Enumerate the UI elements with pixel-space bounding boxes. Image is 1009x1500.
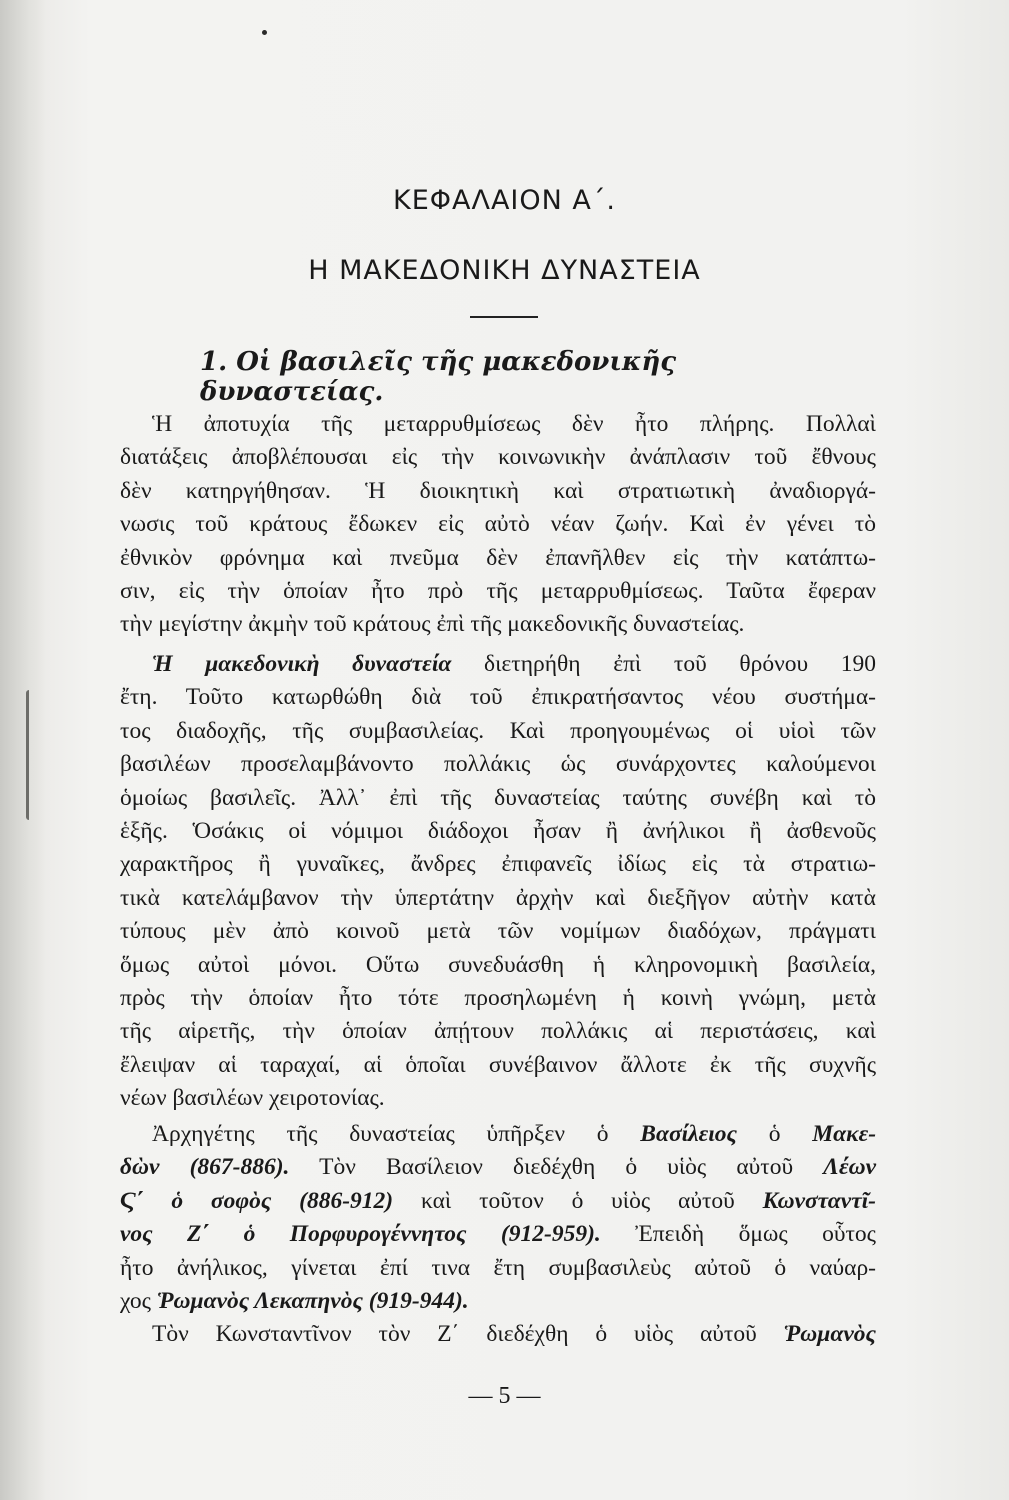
text-line: δὲν κατηργήθησαν. Ἡ διοικητικὴ καὶ στρατιωτικὴ ἀναδιοργά- xyxy=(120,477,876,504)
text-line: νέων βασιλέων χειροτονίας. xyxy=(120,1085,385,1112)
text-line: διατάξεις ἀποβλέπουσαι εἰς τὴν κοινωνικὴν ἀνάπλασιν τοῦ ἔθνους xyxy=(120,444,876,471)
ink-dot xyxy=(262,30,267,35)
text-line: ἔτη. Τοῦτο κατωρθώθη διὰ τοῦ ἐπικρατήσαντος νέου συστήμα- xyxy=(120,684,876,711)
text-line: τῆς αἱρετῆς, τὴν ὁποίαν ἀπῄτουν πολλάκις αἱ περιστάσεις, καὶ xyxy=(120,1018,876,1045)
bold-name: Μακε- xyxy=(812,1121,877,1147)
text-line: ἐθνικὸν φρόνημα καὶ πνεῦμα δὲν ἐπανῆλθεν εἰς τὴν κατάπτω- xyxy=(120,544,876,571)
text-span: ὁ xyxy=(768,1121,781,1147)
paragraph-3 xyxy=(120,1118,876,1318)
paragraph-4 xyxy=(120,1318,876,1351)
text-line xyxy=(120,1218,876,1251)
title-rule xyxy=(470,316,538,318)
text-line xyxy=(120,1285,876,1318)
text-span: καὶ τοῦτον ὁ υἱὸς αὐτοῦ xyxy=(420,1187,735,1214)
chapter-number: ΚΕΦΑΛΑΙΟΝ Α΄. xyxy=(393,185,616,216)
bold-name: Ῥωμανὸς Λεκαπηνὸς (919-944). xyxy=(156,1287,469,1314)
text-line: πρὸς τὴν ὁποίαν ἦτο τότε προσηλωμένη ἡ κοινὴ γνώμη, μετὰ xyxy=(120,984,876,1011)
bold-name: Ῥωμανὸς xyxy=(783,1321,877,1347)
text-line xyxy=(120,1185,876,1218)
text-line: βασιλέων προσελαμβάνοντο πολλάκις ὡς συνάρχοντες καλούμενοι xyxy=(120,751,876,778)
text-line: τὴν μεγίστην ἀκμὴν τοῦ κράτους ἐπὶ τῆς μακεδονικῆς δυναστείας. xyxy=(120,611,745,638)
text-line: ὁμοίως βασιλεῖς. Ἀλλ᾽ ἐπὶ τῆς δυναστείας ταύτης συνέβη καὶ τὸ xyxy=(120,784,876,811)
page-number: — 5 — xyxy=(468,1383,541,1409)
text-span: Τὸν Κωνσταντῖνον τὸν Ζ΄ διεδέχθη ὁ υἱὸς αὐτοῦ xyxy=(152,1321,757,1347)
bold-name: νος Ζ΄ ὁ Πορφυρογέννητος (912-959). xyxy=(120,1221,601,1248)
text-line: Ἡ ἀποτυχία τῆς μεταρρυθμίσεως δὲν ἦτο πλήρης. Πολλαὶ xyxy=(152,411,876,437)
text-line: νωσις τοῦ κράτους ἔδωκεν εἰς αὐτὸ νέαν ζωήν. Καὶ ἐν γένει τὸ xyxy=(120,511,876,538)
text-span: Ἀρχηγέτης τῆς δυναστείας ὑπῆρξεν ὁ xyxy=(152,1121,609,1147)
text-line xyxy=(120,1151,876,1184)
text-line xyxy=(120,1318,876,1351)
section-heading: 1. Οἱ βασιλεῖς τῆς μακεδονικῆς δυναστείας. xyxy=(200,347,677,407)
paragraph-1 xyxy=(120,408,876,642)
text-line: τος διαδοχῆς, τῆς συμβασιλείας. Καὶ προηγουμένως οἱ υἱοὶ τῶν xyxy=(120,717,876,744)
binding-mark xyxy=(26,690,35,820)
text-span: Τὸν Βασίλειον διεδέχθη ὁ υἱὸς αὐτοῦ xyxy=(319,1154,794,1181)
bold-name: Βασίλειος xyxy=(640,1121,737,1147)
text-span: χος xyxy=(120,1287,151,1314)
text-line: τύπους μὲν ἀπὸ κοινοῦ μετὰ τῶν νομίμων διαδόχων, πράγματι xyxy=(120,918,876,945)
text-line: σιν, εἰς τὴν ὁποίαν ἦτο πρὸ τῆς μεταρρυθμίσεως. Ταῦτα ἔφεραν xyxy=(120,577,876,604)
text-line xyxy=(120,648,876,681)
bold-name: Κωνσταντῖ- xyxy=(762,1187,876,1214)
text-line: ἑξῆς. Ὁσάκις οἱ νόμιμοι διάδοχοι ἦσαν ἢ ἀνήλικοι ἢ ἀσθενοῦς xyxy=(120,817,876,844)
page-binding-shadow xyxy=(0,0,46,1500)
text-line: χαρακτῆρος ἢ γυναῖκες, ἄνδρες ἐπιφανεῖς ἰδίως εἰς τὰ στρατιω- xyxy=(120,851,876,878)
text-span: διετηρήθη ἐπὶ τοῦ θρόνου 190 xyxy=(484,651,876,677)
bold-term: Ἡ μακεδονικὴ δυναστεία xyxy=(152,651,452,677)
text-line: τικὰ κατελάμβανον τὴν ὑπερτάτην ἀρχὴν καὶ διεξῆγον αὐτὴν κατὰ xyxy=(120,884,876,911)
text-line: ἔλειψαν αἱ ταραχαί, αἱ ὁποῖαι συνέβαινον ἄλλοτε ἐκ τῆς συχνῆς xyxy=(120,1051,876,1078)
paragraph-2 xyxy=(120,648,876,1115)
bold-name: Λέων xyxy=(823,1154,877,1181)
bold-name: Ϛ΄ ὁ σοφὸς (886-912) xyxy=(120,1187,394,1214)
text-line xyxy=(120,1118,876,1151)
chapter-title: Η ΜΑΚΕΔΟΝΙΚΗ ΔΥΝΑΣΤΕΙΑ xyxy=(308,255,701,286)
text-line: ὅμως αὐτοὶ μόνοι. Οὕτω συνεδυάσθη ἡ κληρονομικὴ βασιλεία, xyxy=(120,951,876,978)
text-line: ἦτο ἀνήλικος, γίνεται ἐπί τινα ἔτη συμβασιλεὺς αὐτοῦ ὁ ναύαρ- xyxy=(120,1254,876,1281)
text-span: Ἐπειδὴ ὅμως οὗτος xyxy=(635,1221,876,1248)
bold-name: δὼν (867-886). xyxy=(120,1154,290,1181)
